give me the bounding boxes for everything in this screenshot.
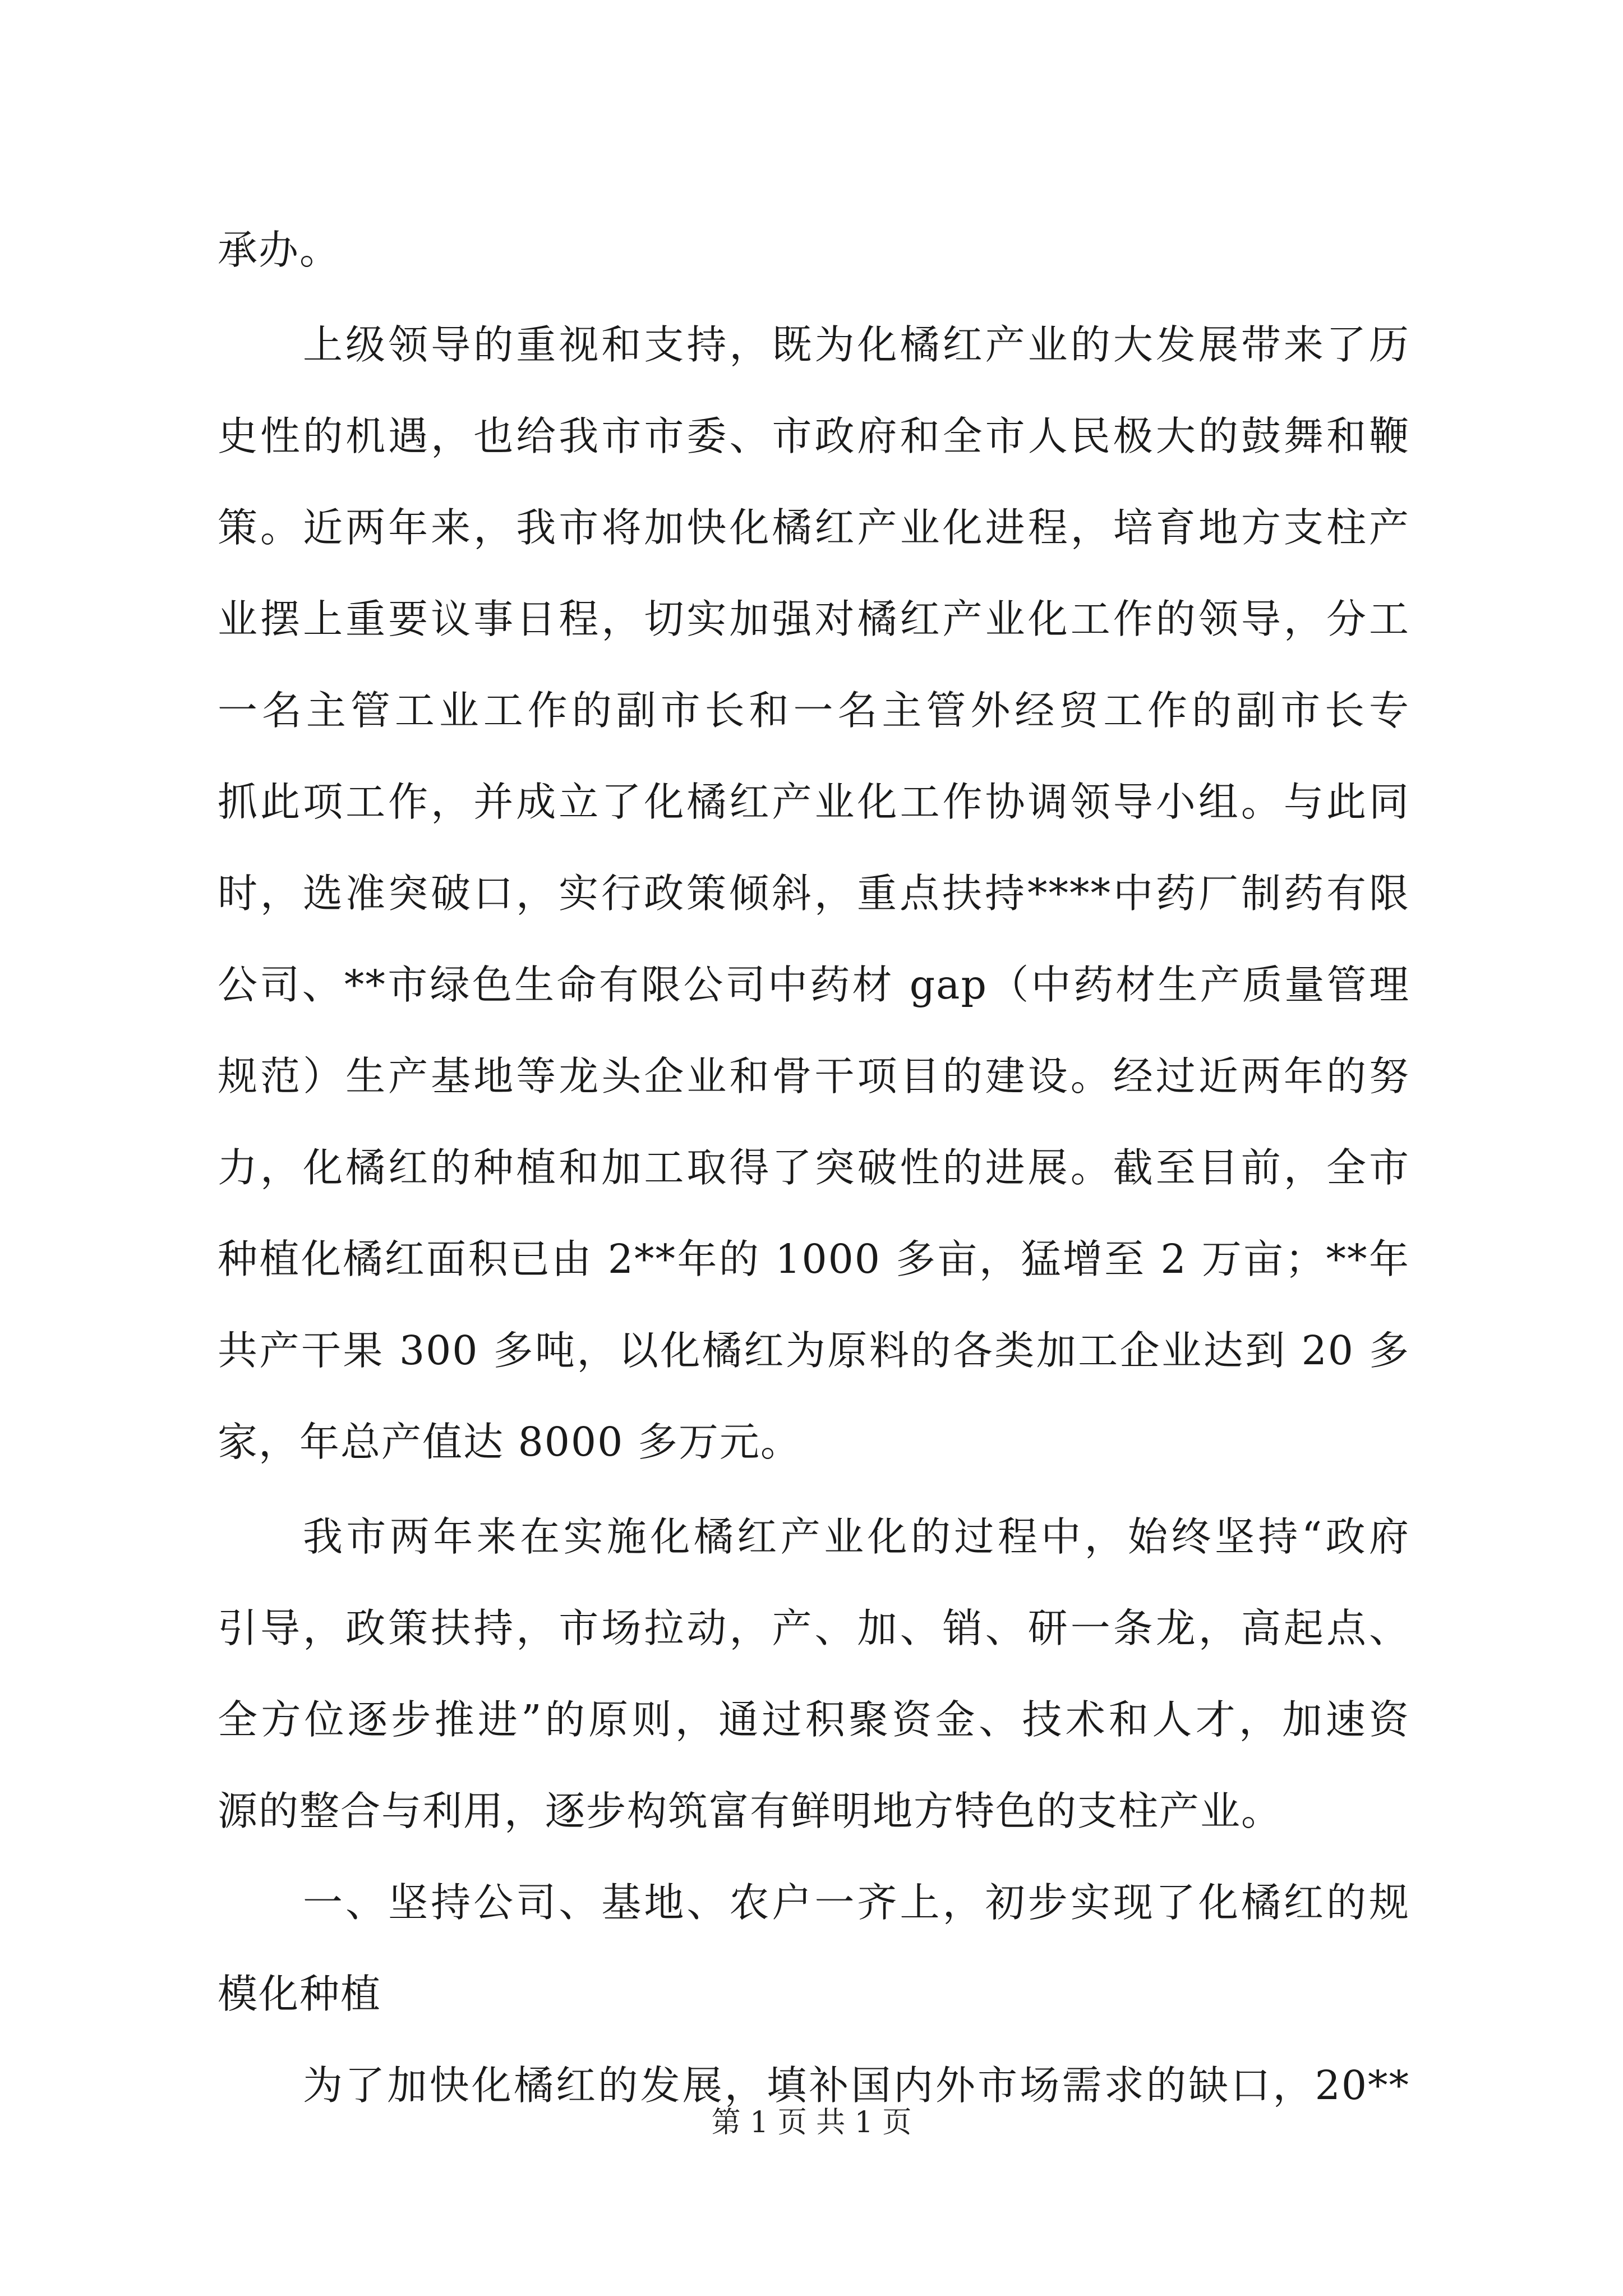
paragraph-first-line: 我市两年来在实施化橘红产业化的过程中，始终坚持“政府: [303, 1513, 1410, 1560]
text-line: 全方位逐步推进”的原则，通过积聚资金、技术和人才，加速资: [218, 1696, 1410, 1743]
text-line: 种植化橘红面积已由 2**年的 1000 多亩，猛增至 2 万亩；**年: [218, 1236, 1410, 1282]
text-line: 策。近两年来，我市将加快化橘红产业化进程，培育地方支柱产: [218, 504, 1410, 551]
paragraph-first-line: 上级领导的重视和支持，既为化橘红产业的大发展带来了历: [303, 321, 1410, 368]
text-line: 抓此项工作，并成立了化橘红产业化工作协调领导小组。与此同: [218, 779, 1410, 825]
paragraph-first-line: 为了加快化橘红的发展，填补国内外市场需求的缺口，20**: [303, 2062, 1410, 2109]
text-line: 承办。: [218, 227, 341, 273]
text-line: 业摆上重要议事日程，切实加强对橘红产业化工作的领导，分工: [218, 596, 1410, 642]
paragraph-first-line: 一、坚持公司、基地、农户一齐上，初步实现了化橘红的规: [303, 1879, 1410, 1926]
text-line: 源的整合与利用，逐步构筑富有鲜明地方特色的支柱产业。: [218, 1788, 1283, 1834]
text-line: 共产干果 300 多吨，以化橘红为原料的各类加工企业达到 20 多: [218, 1327, 1410, 1374]
text-line: 一名主管工业工作的副市长和一名主管外经贸工作的副市长专: [218, 687, 1410, 734]
text-line: 时，选准突破口，实行政策倾斜，重点扶持****中药厂制药有限: [218, 870, 1410, 917]
text-line: 家，年总产值达 8000 多万元。: [218, 1419, 801, 1465]
page-footer: 第 1 页 共 1 页: [711, 2106, 912, 2139]
text-line: 公司、**市绿色生命有限公司中药材 gap（中药材生产质量管理: [218, 961, 1410, 1008]
text-line: 力，化橘红的种植和加工取得了突破性的进展。截至目前，全市: [218, 1144, 1410, 1191]
text-line: 规范）生产基地等龙头企业和骨干项目的建设。经过近两年的努: [218, 1053, 1410, 1099]
text-line: 史性的机遇，也给我市市委、市政府和全市人民极大的鼓舞和鞭: [218, 413, 1410, 459]
text-line: 模化种植: [218, 1971, 382, 2017]
text-line: 引导，政策扶持，市场拉动，产、加、销、研一条龙，高起点、: [218, 1605, 1410, 1651]
